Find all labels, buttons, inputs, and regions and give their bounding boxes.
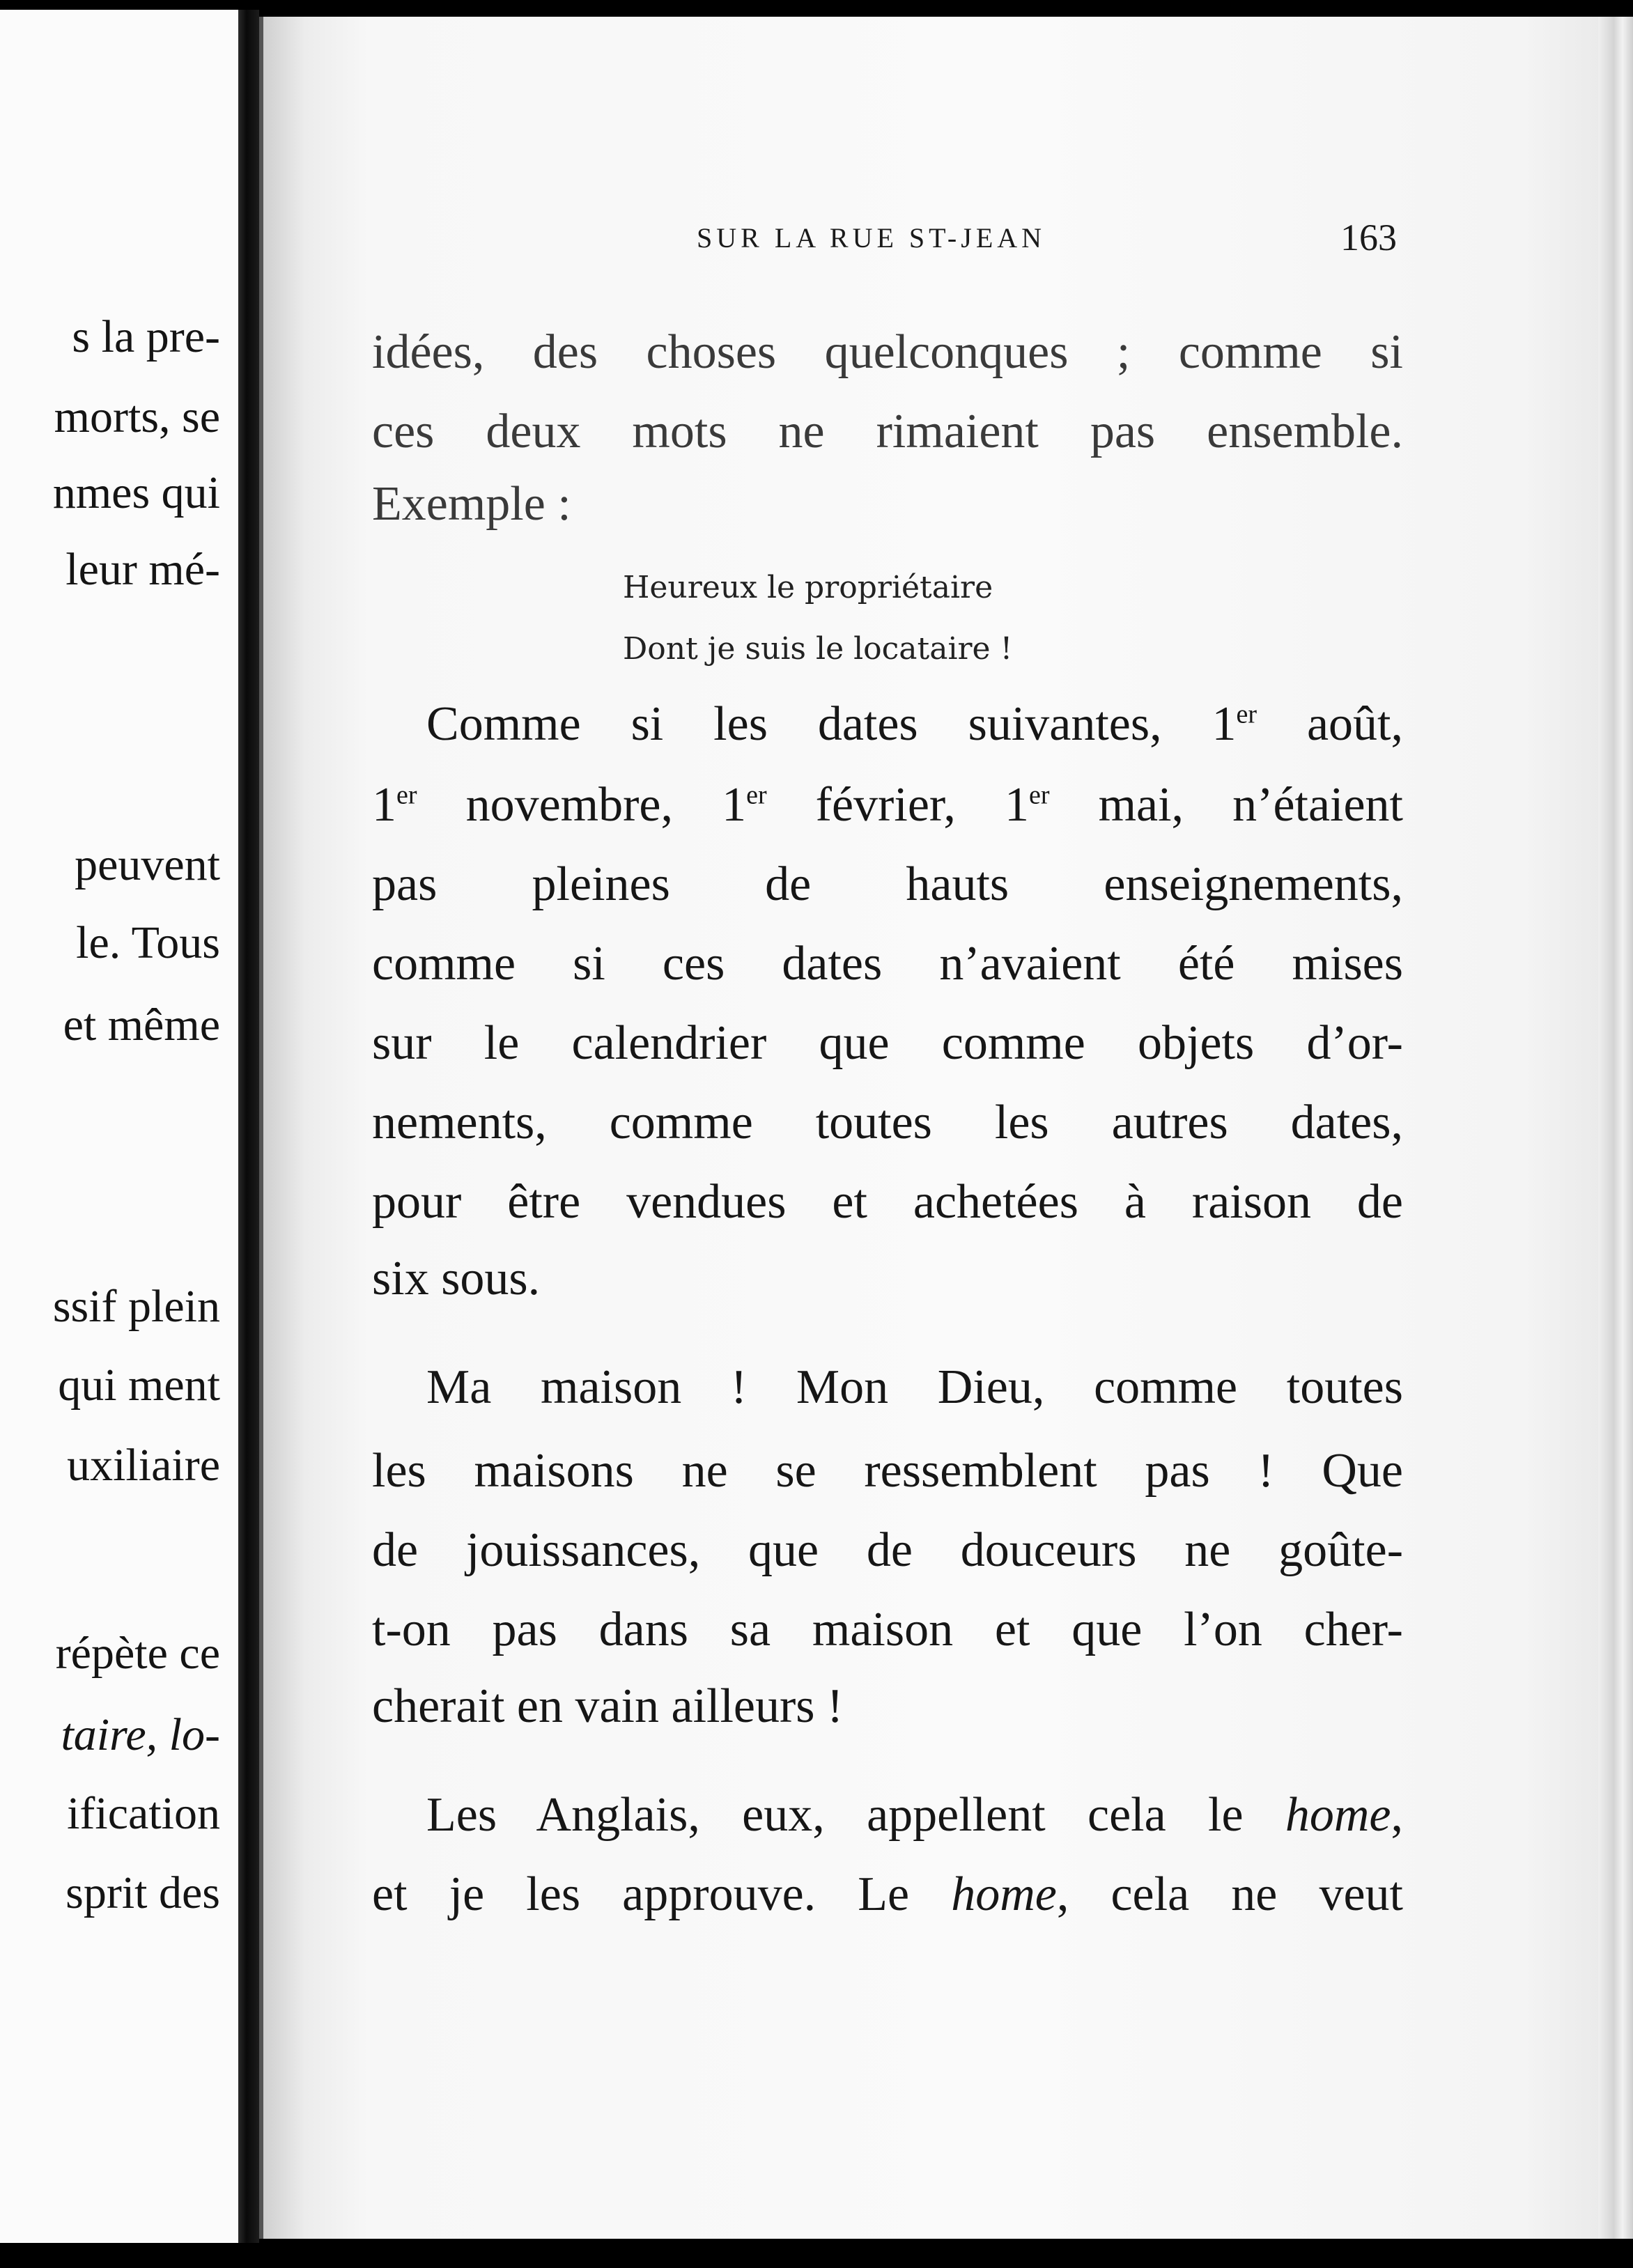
left-page-line: le. Tous bbox=[76, 917, 220, 968]
text-segment: novembre, 1 bbox=[417, 778, 747, 832]
text-line bbox=[372, 1867, 1403, 1923]
left-page-line: ssif plein bbox=[52, 1281, 220, 1332]
left-page-line: taire, lo- bbox=[61, 1709, 220, 1760]
text-line: pas pleines de hauts enseignements, bbox=[372, 857, 1403, 911]
text-segment: Les Anglais, eux, appellent cela le bbox=[426, 1788, 1285, 1842]
text-line: nements, comme toutes les autres dates, bbox=[372, 1096, 1403, 1149]
left-page-line: répète ce bbox=[55, 1628, 220, 1679]
text-segment: février, 1 bbox=[766, 778, 1029, 832]
text-line: les maisons ne se ressemblent pas ! Que bbox=[372, 1444, 1403, 1498]
scan-border-bottom bbox=[0, 2243, 1633, 2268]
text-line bbox=[372, 777, 1403, 833]
italic-word: home bbox=[951, 1867, 1057, 1921]
left-page-line: s la pre- bbox=[72, 311, 220, 362]
text-line: de jouissances, que de douceurs ne goûte- bbox=[372, 1523, 1403, 1577]
left-page-line: sprit des bbox=[65, 1867, 220, 1918]
verse-line: Dont je suis le locataire ! bbox=[623, 631, 1013, 667]
text-line: t-on pas dans sa maison et que l’on cher- bbox=[372, 1603, 1403, 1656]
italic-word: home bbox=[1285, 1788, 1391, 1842]
left-page-line: ification bbox=[67, 1788, 220, 1839]
scan-border-top bbox=[0, 0, 1633, 10]
text-segment: mai, n’étaient bbox=[1049, 778, 1403, 832]
previous-page bbox=[0, 10, 238, 2243]
text-line bbox=[426, 697, 1403, 752]
verse-line: Heureux le propriétaire bbox=[623, 570, 993, 605]
text-line bbox=[426, 1787, 1403, 1843]
text-line: sur le calendrier que comme objets d’or- bbox=[372, 1016, 1403, 1070]
left-page-line: et même bbox=[63, 1000, 220, 1050]
text-line: cherait en vain ailleurs ! bbox=[372, 1679, 844, 1733]
superscript: er bbox=[1028, 780, 1050, 810]
superscript: er bbox=[396, 780, 417, 810]
left-page-line: peuvent bbox=[75, 839, 220, 890]
text-line: Ma maison ! Mon Dieu, comme toutes bbox=[426, 1360, 1403, 1414]
superscript: er bbox=[1236, 699, 1257, 729]
text-line: ces deux mots ne rimaient pas ensemble. bbox=[372, 405, 1403, 458]
text-segment: Comme si les dates suivantes, 1 bbox=[426, 697, 1237, 751]
text-segment: , cela ne veut bbox=[1056, 1867, 1403, 1921]
left-page-line: morts, se bbox=[54, 391, 220, 442]
text-line: idées, des choses quelconques ; comme si bbox=[372, 325, 1403, 379]
text-line: pour être vendues et achetées à raison de bbox=[372, 1175, 1403, 1229]
text-line: Exemple : bbox=[372, 477, 571, 531]
left-page-line: nmes qui bbox=[52, 467, 220, 518]
page-number: 163 bbox=[1340, 217, 1397, 258]
text-line: six sous. bbox=[372, 1252, 541, 1305]
text-line: comme si ces dates n’avaient été mises bbox=[372, 937, 1403, 991]
text-segment: 1 bbox=[372, 778, 396, 832]
running-head: SUR LA RUE ST-JEAN bbox=[697, 222, 1046, 254]
superscript: er bbox=[746, 780, 767, 810]
text-segment: et je les approuve. Le bbox=[372, 1867, 952, 1921]
left-page-line: leur mé- bbox=[65, 544, 220, 595]
page-edge-shadow bbox=[1598, 17, 1633, 2239]
text-segment: , bbox=[1391, 1788, 1403, 1842]
left-page-line: uxiliaire bbox=[67, 1440, 220, 1491]
left-page-line: qui ment bbox=[58, 1360, 220, 1411]
text-segment: août, bbox=[1257, 697, 1403, 751]
book-gutter bbox=[238, 10, 259, 2243]
